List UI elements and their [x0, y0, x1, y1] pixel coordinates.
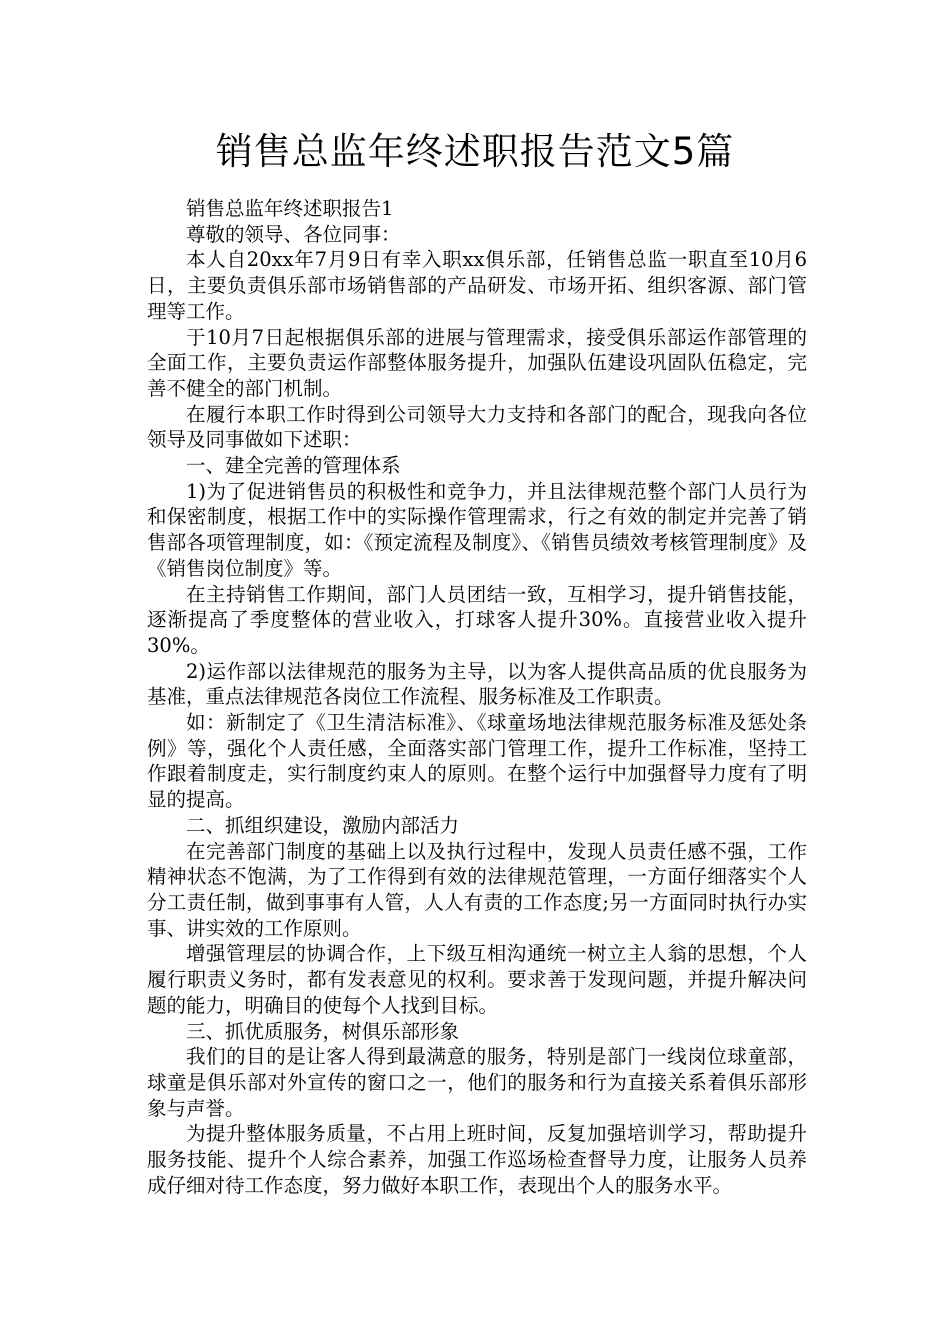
paragraph: 本人自20xx年7月9日有幸入职xx俱乐部，任销售总监一职直至10月6日，主要负责俱乐部市场销售部的产品研发、市场开拓、组织客源、部门管理等工作。 [147, 248, 807, 323]
paragraph: 2)运作部以法律规范的服务为主导，以为客人提供高品质的优良服务为基准，重点法律规范各岗位工作流程、服务标准及工作职责。 [147, 659, 807, 709]
paragraph: 于10月7日起根据俱乐部的进展与管理需求，接受俱乐部运作部管理的全面工作，主要负责运作部整体服务提升，加强队伍建设巩固队伍稳定，完善不健全的部门机制。 [147, 325, 807, 400]
paragraph: 为提升整体服务质量，不占用上班时间，反复加强培训学习，帮助提升服务技能、提升个人综合素养，加强工作巡场检查督导力度，让服务人员养成仔细对待工作态度，努力做好本职工作，表现出个人的服务水平。 [147, 1122, 807, 1197]
section-heading: 二、抓组织建设，激励内部活力 [186, 813, 460, 837]
section-heading: 三、抓优质服务，树俱乐部形象 [186, 1019, 460, 1043]
paragraph: 在主持销售工作期间，部门人员团结一致，互相学习，提升销售技能，逐渐提高了季度整体的营业收入，打球客人提升30%。直接营业收入提升30%。 [147, 582, 807, 657]
paragraph: 如：新制定了《卫生清洁标准》、《球童场地法律规范服务标准及惩处条例》等，强化个人责任感，全面落实部门管理工作，提升工作标准，坚持工作跟着制度走，实行制度约束人的原则。在整个运行中加强督导力度有了明显的提高。 [147, 711, 807, 812]
document-title: 销售总监年终述职报告范文5篇 [215, 130, 735, 173]
paragraph: 1)为了促进销售员的积极性和竞争力，并且法律规范整个部门人员行为和保密制度，根据工作中的实际操作管理需求，行之有效的制定并完善了销售部各项管理制度，如：《预定流程及制度》、《销售员绩效考核管理制度》及《销售岗位制度》等。 [147, 479, 807, 580]
section-heading: 一、建全完善的管理体系 [186, 454, 401, 478]
paragraph: 在完善部门制度的基础上以及执行过程中，发现人员责任感不强，工作精神状态不饱满，为了工作得到有效的法律规范管理，一方面仔细落实个人分工责任制，做到事事有人管，人人有责的工作态度;另一方面同时执行办实事、讲实效的工作原则。 [147, 839, 807, 940]
document-body [147, 196, 807, 1198]
paragraph: 在履行本职工作时得到公司领导大力支持和各部门的配合，现我向各位领导及同事做如下述职： [147, 402, 807, 452]
report-heading: 销售总监年终述职报告1 [186, 197, 394, 220]
paragraph: 我们的目的是让客人得到最满意的服务，特别是部门一线岗位球童部，球童是俱乐部对外宣传的窗口之一，他们的服务和行为直接关系着俱乐部形象与声誉。 [147, 1045, 807, 1120]
paragraph: 增强管理层的协调合作，上下级互相沟通统一树立主人翁的思想，个人履行职责义务时，都有发表意见的权利。要求善于发现问题，并提升解决问题的能力，明确目的使每个人找到目标。 [147, 942, 807, 1017]
salutation: 尊敬的领导、各位同事： [186, 222, 401, 246]
